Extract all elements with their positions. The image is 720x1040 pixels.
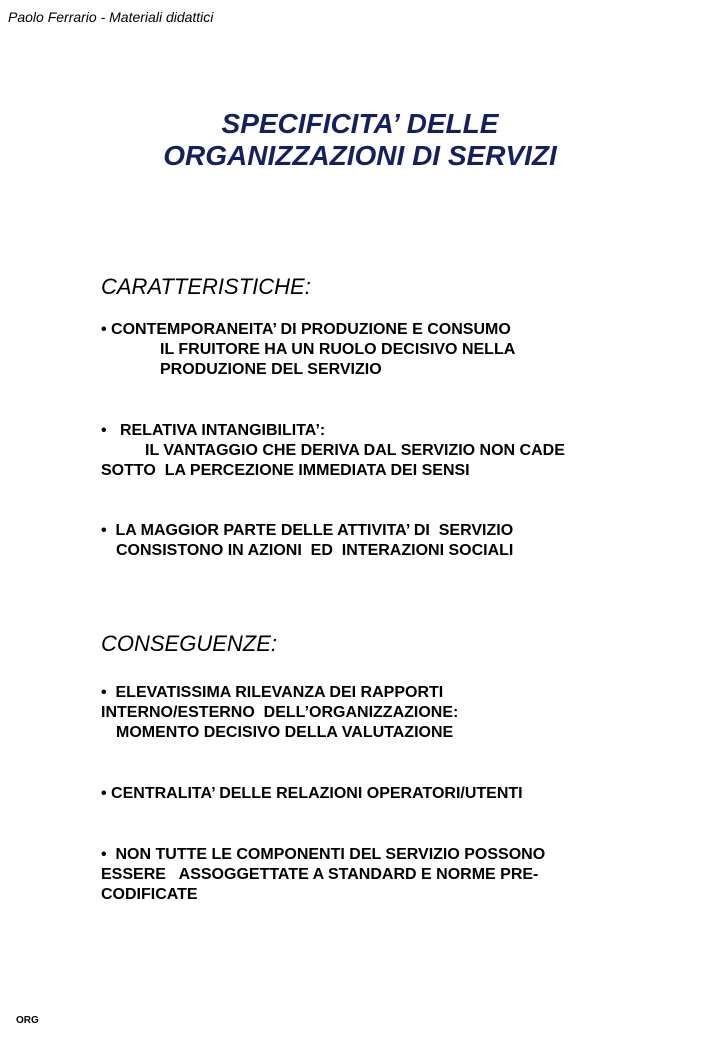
caratteristiche-item1-line2: IL FRUITORE HA UN RUOLO DECISIVO NELLA — [160, 341, 516, 358]
conseguenze-item1-line3: MOMENTO DECISIVO DELLA VALUTAZIONE — [116, 724, 454, 741]
caratteristiche-item1-line3: PRODUZIONE DEL SERVIZIO — [160, 361, 382, 378]
conseguenze-item1-line2: INTERNO/ESTERNO DELL’ORGANIZZAZIONE: — [101, 704, 459, 721]
section-heading-caratteristiche: CARATTERISTICHE: — [101, 274, 311, 299]
caratteristiche-item3-line2: CONSISTONO IN AZIONI ED INTERAZIONI SOCIALI — [116, 542, 514, 559]
conseguenze-item3-line3: CODIFICATE — [101, 886, 198, 903]
caratteristiche-item2-line2: IL VANTAGGIO CHE DERIVA DAL SERVIZIO NON CADE — [145, 442, 565, 459]
caratteristiche-item3-line1: • LA MAGGIOR PARTE DELLE ATTIVITA’ DI SERVIZIO — [101, 522, 514, 539]
conseguenze-item1-line1: • ELEVATISSIMA RILEVANZA DEI RAPPORTI — [101, 684, 444, 701]
conseguenze-item3-line1: • NON TUTTE LE COMPONENTI DEL SERVIZIO POSSONO — [101, 846, 546, 863]
caratteristiche-item2-line1: • RELATIVA INTANGIBILITA’: — [101, 422, 326, 439]
section-heading-conseguenze: CONSEGUENZE: — [101, 631, 278, 656]
title-line-2: ORGANIZZAZIONI DI SERVIZI — [163, 140, 557, 171]
page-header: Paolo Ferrario - Materiali didattici — [8, 9, 214, 25]
conseguenze-item3-line2: ESSERE ASSOGGETTATE A STANDARD E NORME PRE- — [101, 866, 539, 883]
caratteristiche-item2-line3: SOTTO LA PERCEZIONE IMMEDIATA DEI SENSI — [101, 462, 470, 479]
conseguenze-item2-line1: • CENTRALITA’ DELLE RELAZIONI OPERATORI/UTENTI — [101, 785, 523, 802]
caratteristiche-item1-line1: • CONTEMPORANEITA’ DI PRODUZIONE E CONSUMO — [101, 321, 511, 338]
title-line-1: SPECIFICITA’ DELLE — [221, 108, 499, 139]
page-footer: ORG — [16, 1015, 39, 1026]
